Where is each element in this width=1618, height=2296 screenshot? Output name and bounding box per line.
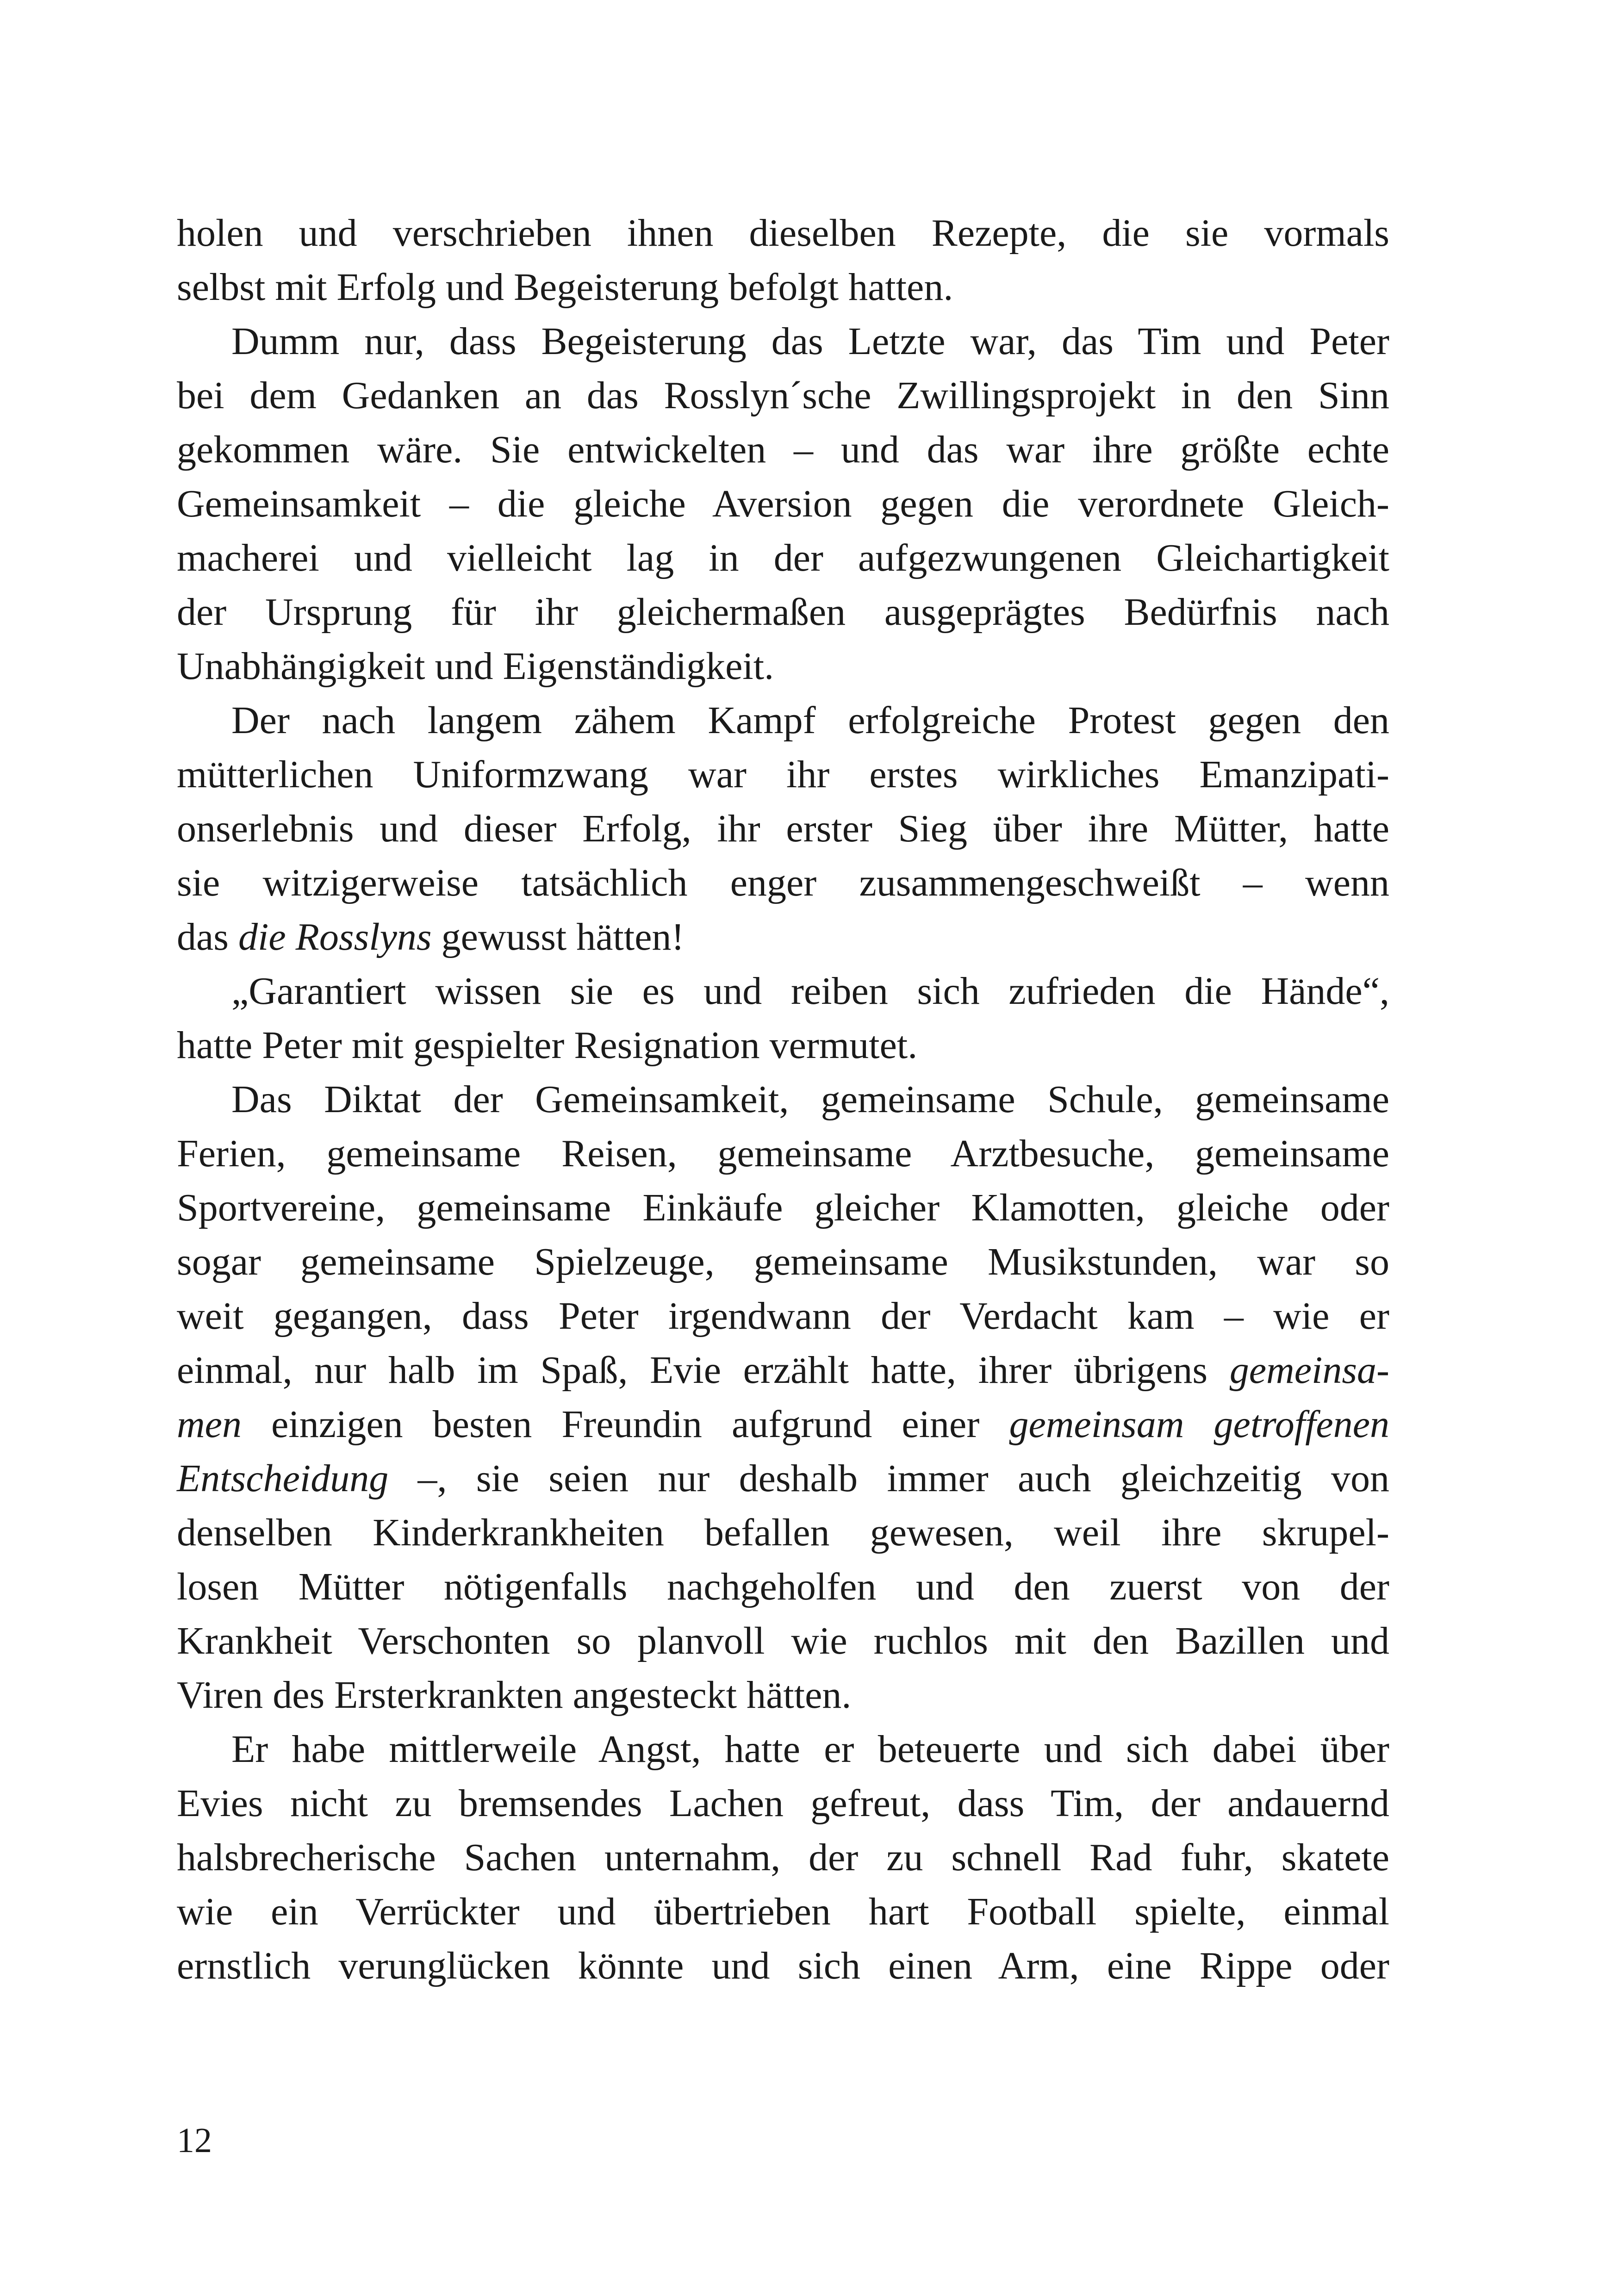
text-segment: weit gegangen, dass Peter irgendwann der Verdacht kam – wie er: [177, 1294, 1389, 1338]
text-line: [177, 1451, 1389, 1506]
text-line: [177, 1722, 1389, 1776]
text-segment: sogar gemeinsame Spielzeuge, gemeinsame Musikstunden, war so: [177, 1240, 1389, 1283]
text-segment: –, sie seien nur deshalb immer auch gleichzeitig von: [388, 1457, 1389, 1500]
text-segment: gewusst hätten!: [431, 915, 685, 958]
text-segment: Ferien, gemeinsame Reisen, gemeinsame Arztbesuche, gemeinsame: [177, 1132, 1389, 1175]
text-segment: ernstlich verunglücken könnte und sich einen Arm, eine Rippe oder: [177, 1944, 1389, 1987]
text-line: [177, 1072, 1389, 1126]
text-line: [177, 1235, 1389, 1289]
text-line: [177, 802, 1389, 856]
text-segment: Gemeinsamkeit – die gleiche Aversion gegen die verordnete Gleich-: [177, 482, 1389, 525]
text-line: [177, 639, 1389, 693]
italic-text: men: [177, 1403, 242, 1446]
text-line: [177, 910, 1389, 964]
text-line: [177, 693, 1389, 747]
text-line: [177, 423, 1389, 477]
italic-text: Entscheidung: [177, 1457, 389, 1500]
text-segment: wie ein Verrückter und übertrieben hart Football spielte, einmal: [177, 1890, 1389, 1933]
text-line: [177, 1614, 1389, 1668]
text-line: [177, 1126, 1389, 1181]
text-line: [177, 1506, 1389, 1560]
text-segment: halsbrecherische Sachen unternahm, der zu schnell Rad fuhr, skatete: [177, 1836, 1389, 1879]
text-line: [177, 1560, 1389, 1614]
text-segment: Das Diktat der Gemeinsamkeit, gemeinsame Schule, gemeinsame: [231, 1078, 1389, 1121]
text-segment: Krankheit Verschonten so planvoll wie ruchlos mit den Bazillen und: [177, 1619, 1389, 1662]
text-segment: das: [177, 915, 238, 958]
text-segment: sie witzigerweise tatsächlich enger zusammengeschweißt – wenn: [177, 861, 1389, 904]
body-text: [177, 206, 1389, 1993]
text-segment: der Ursprung für ihr gleichermaßen ausgeprägtes Bedürfnis nach: [177, 591, 1389, 634]
page-number: 12: [177, 2121, 212, 2160]
text-line: [177, 1181, 1389, 1235]
italic-text: gemeinsam getroffenen: [1009, 1403, 1389, 1446]
text-segment: Unabhängigkeit und Eigenständigkeit.: [177, 645, 774, 688]
text-line: [177, 1776, 1389, 1830]
text-segment: gekommen wäre. Sie entwickelten – und das war ihre größte echte: [177, 428, 1389, 471]
text-line: [177, 531, 1389, 585]
text-segment: Er habe mittlerweile Angst, hatte er beteuerte und sich dabei über: [231, 1728, 1389, 1771]
text-line: [177, 856, 1389, 910]
text-segment: losen Mütter nötigenfalls nachgeholfen und den zuerst von der: [177, 1565, 1389, 1608]
text-segment: hatte Peter mit gespielter Resignation vermutet.: [177, 1024, 918, 1067]
text-segment: Sportvereine, gemeinsame Einkäufe gleicher Klamotten, gleiche oder: [177, 1186, 1389, 1229]
text-line: [177, 747, 1389, 802]
text-line: [177, 1830, 1389, 1885]
text-line: [177, 1018, 1389, 1072]
text-segment: bei dem Gedanken an das Rosslyn´sche Zwillingsprojekt in den Sinn: [177, 374, 1389, 417]
text-line: [177, 206, 1389, 260]
text-segment: Evies nicht zu bremsendes Lachen gefreut, dass Tim, der andauernd: [177, 1782, 1389, 1825]
text-line: [177, 1939, 1389, 1993]
text-segment: mütterlichen Uniformzwang war ihr erstes wirkliches Emanzipati-: [177, 753, 1389, 796]
text-line: [177, 1289, 1389, 1343]
text-segment: einmal, nur halb im Spaß, Evie erzählt hatte, ihrer übrigens: [177, 1349, 1230, 1392]
text-segment: Der nach langem zähem Kampf erfolgreiche Protest gegen den: [231, 699, 1389, 742]
text-line: [177, 260, 1389, 314]
text-line: [177, 1343, 1389, 1397]
italic-text: gemeinsa-: [1229, 1349, 1389, 1392]
text-segment: einzigen besten Freundin aufgrund einer: [241, 1403, 1009, 1446]
text-line: [177, 585, 1389, 639]
text-segment: selbst mit Erfolg und Begeisterung befolgt hatten.: [177, 266, 953, 309]
text-segment: onserlebnis und dieser Erfolg, ihr erster Sieg über ihre Mütter, hatte: [177, 807, 1389, 850]
italic-text: die Rosslyns: [238, 915, 432, 958]
text-segment: holen und verschrieben ihnen dieselben Rezepte, die sie vormals: [177, 212, 1389, 255]
text-line: [177, 1397, 1389, 1451]
text-line: [177, 314, 1389, 368]
text-line: [177, 964, 1389, 1018]
text-segment: denselben Kinderkrankheiten befallen gewesen, weil ihre skrupel-: [177, 1511, 1389, 1554]
text-line: [177, 477, 1389, 531]
text-segment: Dumm nur, dass Begeisterung das Letzte war, das Tim und Peter: [231, 320, 1389, 363]
text-line: [177, 1668, 1389, 1722]
text-segment: Viren des Ersterkrankten angesteckt hätten.: [177, 1674, 852, 1717]
text-line: [177, 368, 1389, 423]
text-segment: macherei und vielleicht lag in der aufgezwungenen Gleichartigkeit: [177, 536, 1389, 579]
text-segment: „Garantiert wissen sie es und reiben sich zufrieden die Hände“,: [231, 970, 1389, 1013]
text-line: [177, 1885, 1389, 1939]
